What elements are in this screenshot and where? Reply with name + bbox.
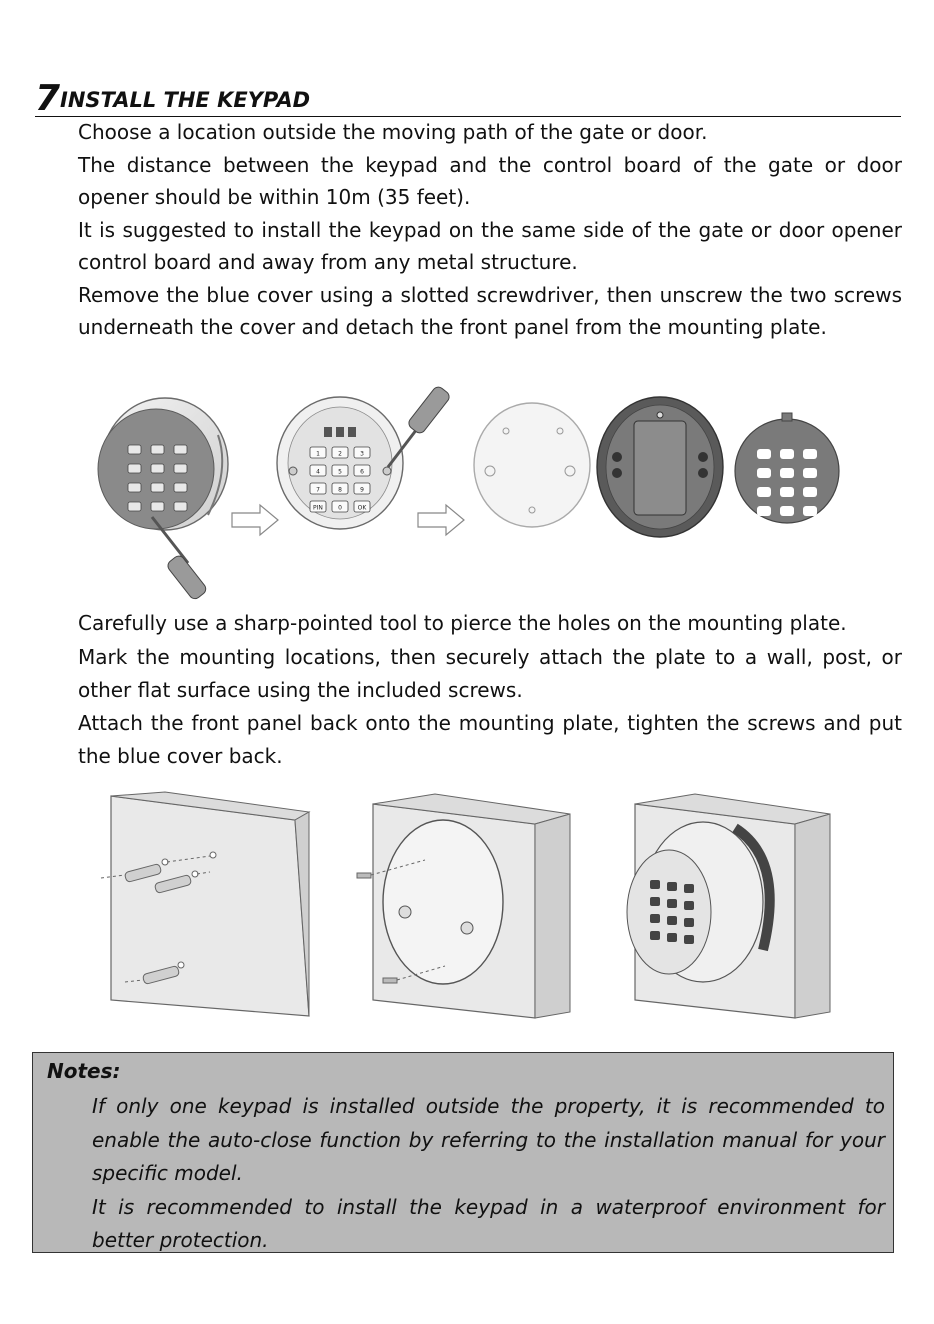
note-waterproof: It is recommended to install the keypad in a waterproof environment for better protection. (92, 1194, 885, 1252)
wall-with-anchors (101, 792, 309, 1016)
section-title: INSTALL THE KEYPAD (60, 88, 311, 112)
keypad-with-cover (98, 398, 228, 530)
instruction-same-side: It is suggested to install the keypad on the same side of the gate or door opener control board and away from any metal structure. (78, 217, 902, 274)
keypad-key-label: OK (357, 504, 367, 512)
instruction-mark-locations: Mark the mounting locations, then securely attach the plate to a wall, post, or other flat surface using the included screws. (78, 645, 902, 702)
keypad-key-label: 3 (360, 450, 364, 458)
keypad-key-label: 7 (316, 486, 320, 494)
notes-box (32, 1052, 894, 1253)
notes-label: Notes: (47, 1059, 121, 1083)
keypad-key-label: 6 (360, 468, 364, 476)
mounting-plate (474, 403, 590, 527)
keypad-key-label: 4 (316, 468, 320, 476)
instruction-remove-cover: Remove the blue cover using a slotted screwdriver, then unscrew the two screws underneath the cover and detach the front panel from the mounting plate. (78, 282, 902, 339)
wall-installation-illustration (95, 790, 845, 1025)
instruction-pierce-holes: Carefully use a sharp-pointed tool to pierce the holes on the mounting plate. (78, 611, 847, 635)
instruction-distance: The distance between the keypad and the control board of the gate or door opener should be within 10m (35 feet). (78, 152, 902, 209)
blue-cover (735, 413, 839, 523)
instruction-location: Choose a location outside the moving path of the gate or door. (78, 120, 708, 144)
disassembly-illustration (90, 385, 850, 600)
wall-with-keypad (627, 794, 830, 1018)
arrow-right-icon (232, 505, 278, 535)
keypad-key-label: 0 (338, 504, 342, 512)
arrow-right-icon (418, 505, 464, 535)
rear-housing (597, 397, 723, 537)
screwdriver-icon (152, 517, 208, 600)
led-indicators (324, 427, 356, 437)
wall-with-mounting-plate (357, 794, 570, 1018)
keypad-key-label: 1 (316, 450, 320, 458)
keypad-key-label: PIN (313, 504, 323, 512)
keypad-key-label: 8 (338, 486, 342, 494)
screwdriver-icon (388, 385, 451, 467)
keypad-key-label: 9 (360, 486, 364, 494)
keypad-key-label: 2 (338, 450, 342, 458)
note-auto-close: If only one keypad is installed outside the property, it is recommended to enable the auto-close function by referring to the installation manual for your specific model. (92, 1094, 885, 1185)
section-number: 7 (35, 78, 60, 119)
section-heading (35, 78, 901, 117)
instruction-attach-panel: Attach the front panel back onto the mounting plate, tighten the screws and put the blue cover back. (78, 711, 902, 768)
keypad-key-label: 5 (338, 468, 342, 476)
keypad-front-panel (277, 397, 403, 529)
